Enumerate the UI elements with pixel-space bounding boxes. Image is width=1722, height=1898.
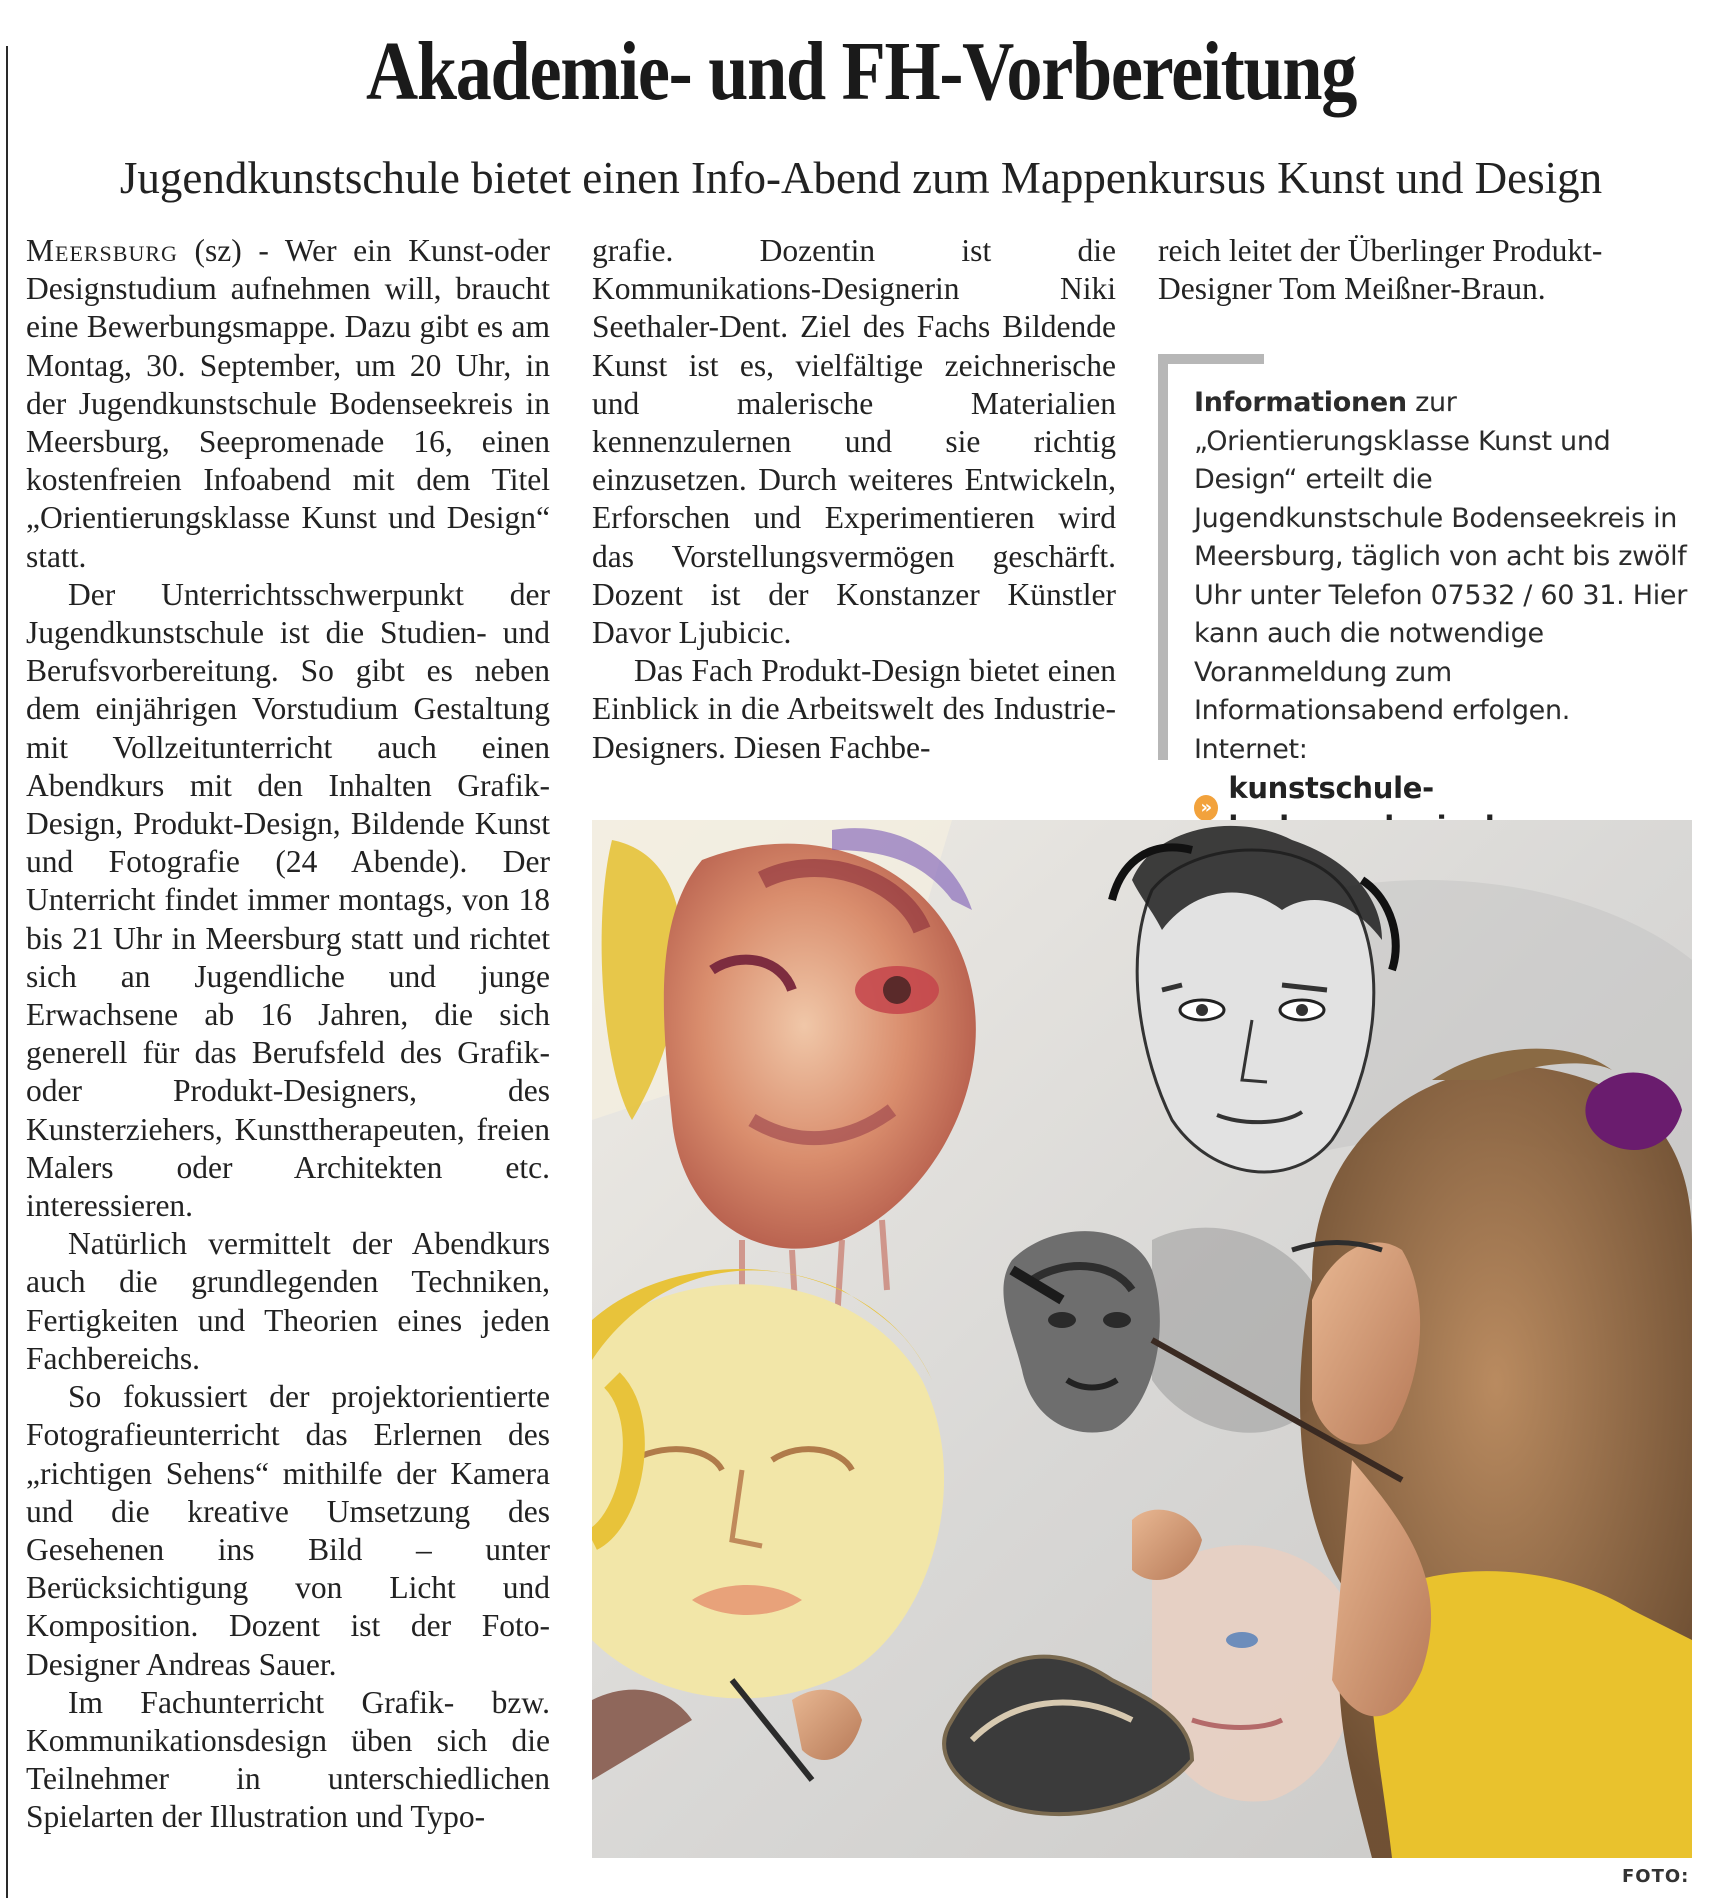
article-paragraph-4: So fokussiert der projektorientierte Fotografieunterricht das Erlernen des „richtigen Sehens“ mithilfe der Kamera und die kreative Umsetzung des Gesehenen ins Bild – unter Berücksichtigung von Licht und Komposition. Dozent ist der Foto-Designer Andreas Sauer. [26,1379,550,1682]
article-paragraph-6-start: Das Fach Produkt-Design bietet einen Einblick in die Arbeitswelt des Industrie-Designers. Diesen Fachbe- [592,653,1116,765]
article-paragraph-2: Der Unterrichtsschwerpunkt der Jugendkunstschule ist die Studien- und Berufsvorbereitung. So gibt es neben dem einjährigen Vorstudium Gestaltung mit Vollzeitunterricht auch einen Abendkurs mit den Inhalten Grafik-Design, Produkt-Design, Bildende Kunst und Fotografie (24 Abende). Der Unterricht findet immer montags, von 18 bis 21 Uhr in Meersburg statt und richtet sich an Jugendliche und junge Erwachsene ab 16 Jahren, die sich generell für das Berufsfeld des Grafik- oder Produkt-Designers, des Kunsterziehers, Kunsttherapeuten, freien Malers oder Architekten etc. interessieren. [26,576,550,1224]
dateline: Meersburg [26,233,178,268]
article-paragraph-5-start: Im Fachunterricht Grafik- bzw. Kommunikationsdesign üben sich die Teilnehmer in unterschiedlichen Spielarten der Illustration und Typo- [26,1684,550,1835]
page-edge-rule [6,46,8,1898]
painting-scene-illustration [592,820,1692,1858]
article-paragraph-5-end: grafie. Dozentin ist die Kommunikations-Designerin Niki Seethaler-Dent. Ziel des Fachs Bildende Kunst ist es, vielfältige zeichnerische und malerische Materialien kennenzulernen und sie richtig einzusetzen. Durch weiteres Entwickeln, Erforschen und Experimentieren wird das Vorstellungsvermögen geschärft. Dozent ist der Konstanzer Künstler Davor Ljubicic. [592,233,1116,651]
headline: Akademie- und FH-Vorbereitung [365,25,1357,118]
website-link[interactable]: kunstschule- [1228,771,1434,805]
article-photo [592,820,1692,1858]
info-box-text [1194,384,1688,846]
article-column-2 [592,232,1116,767]
info-box-bar-vertical [1158,354,1168,760]
double-chevron-right-icon: » [1194,795,1218,821]
info-box [1158,354,1692,818]
subheadline: Jugendkunstschule bietet einen Info-Abend zum Mappenkursus Kunst und Design [119,153,1603,203]
paragraph-1-text: (sz) - Wer ein Kunst-oder Designstudium aufnehmen will, braucht eine Bewerbungsmappe. Dazu gibt es am Montag, 30. September, um 20 Uhr, in der Jugendkunstschule Bodenseekreis in Meersburg, Seepromenade 16, einen kostenfreien Infoabend mit dem Titel „Orientierungsklasse Kunst und Design“ statt. [26,233,550,574]
info-box-body: zur „Orientierungsklasse Kunst und Design“ erteilt die Jugendkunstschule Bodenseekreis in Meersburg, täglich von acht bis zwölf Uhr unter Telefon 07532 / 60 31. Hier kann auch die notwendige Voranmeldung zum Informationsabend erfolgen. Internet: [1194,387,1688,765]
photo-credit: FOTO: [1622,1866,1690,1887]
info-box-bar-horizontal [1158,354,1264,364]
article-paragraph-1 [26,232,550,576]
info-box-lead: Informationen [1194,387,1407,418]
article-column-3 [1158,232,1690,308]
article-column-1 [26,232,550,1837]
article-paragraph-3: Natürlich vermittelt der Abendkurs auch die grundlegenden Techniken, Fertigkeiten und Theorien eines jeden Fachbereichs. [26,1226,550,1376]
article-paragraph-6-end: reich leitet der Überlinger Produkt-Designer Tom Meißner-Braun. [1158,233,1603,307]
